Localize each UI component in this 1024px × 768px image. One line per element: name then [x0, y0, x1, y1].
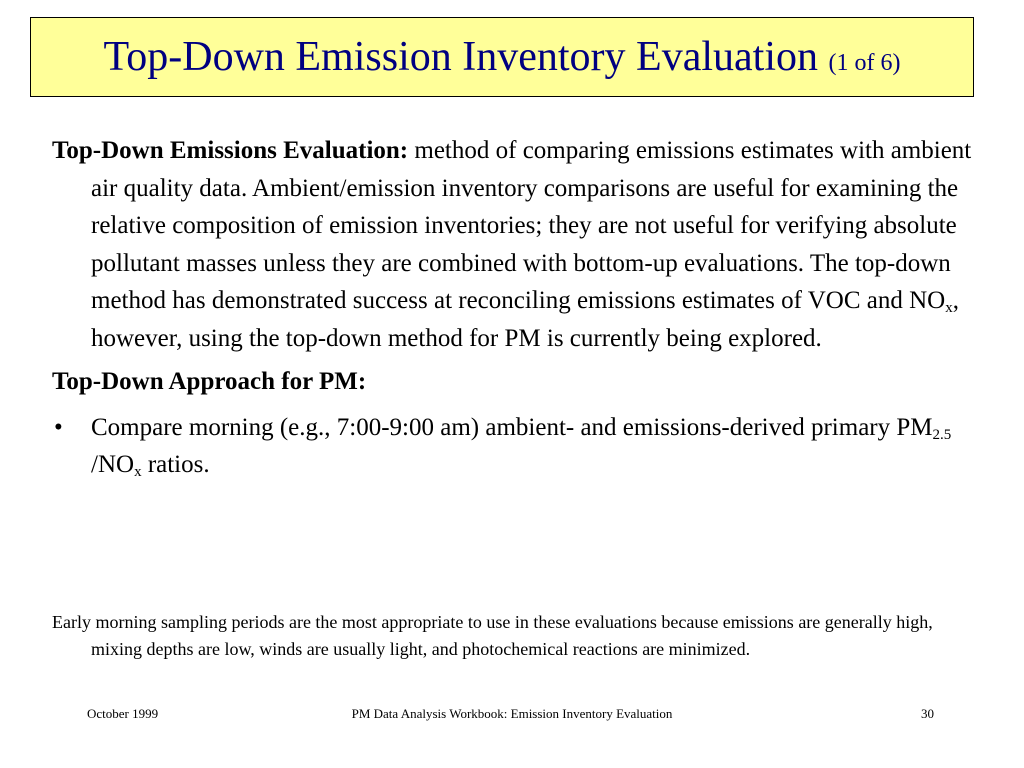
sampling-note: Early morning sampling periods are the most appropriate to use in these evaluations because emissions are generally high, mixing depths are low, winds are usually light, and photochemical reactions are minimized.: [52, 612, 933, 659]
pm25-subscript: 2.5: [932, 426, 952, 443]
footer-page-number: 30: [921, 706, 934, 721]
footer-date: October 1999: [87, 706, 159, 721]
slide-body: [52, 132, 992, 484]
slide-footer: [0, 706, 1024, 724]
nox-subscript: x: [945, 300, 953, 316]
footer-title: PM Data Analysis Workbook: Emission Inventory Evaluation: [351, 706, 673, 721]
slide-title-main: Top-Down Emission Inventory Evaluation: [103, 34, 818, 80]
bullet-text-1: Compare morning (e.g., 7:00-9:00 am) ambient- and emissions-derived primary PM: [91, 413, 933, 441]
nox-subscript-2: x: [134, 464, 142, 480]
slide-title-sub: (1 of 6): [828, 50, 901, 76]
definition-paragraph: [52, 132, 992, 357]
definition-text-end: , however, using the top-down method for PM is currently being explored.: [91, 287, 959, 352]
definition-text: method of comparing emissions estimates with ambient air quality data. Ambient/emission inventory comparisons are useful for examining the relative composition of emission inventories; they are not useful for verifying absolute pollutant masses unless they are combined with bottom-up evaluations. The top-down method has demonstrated success at reconciling emissions estimates of VOC and NO: [91, 137, 972, 314]
bullet-text-3: ratios.: [141, 451, 210, 478]
bullet-icon: •: [54, 413, 63, 441]
slide-title: [104, 36, 901, 78]
approach-bullet: [52, 409, 992, 484]
definition-term: Top-Down Emissions Evaluation:: [52, 137, 409, 164]
title-box: [30, 17, 974, 97]
approach-heading: Top-Down Approach for PM:: [52, 368, 367, 395]
bullet-text-2: /NO: [91, 451, 135, 478]
